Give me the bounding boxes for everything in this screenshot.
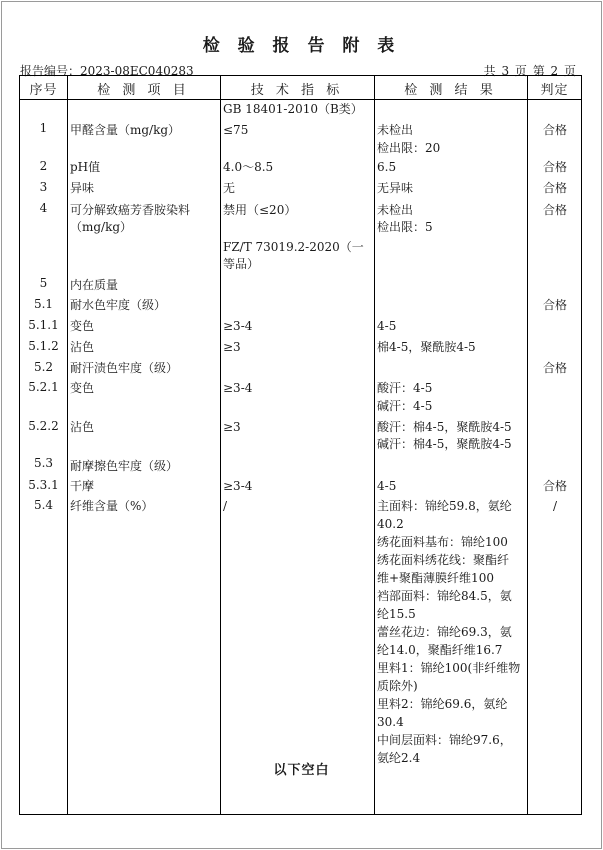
result-cell: 未检出 — [377, 203, 414, 217]
spec-cell: FZ/T 73019.2-2020（一 — [223, 240, 364, 254]
item-cell: 异味 — [70, 181, 95, 195]
judge-cell: 合格 — [542, 203, 567, 217]
result-line: 绣花面料基布：锦纶100 — [377, 535, 508, 549]
header-result: 检 测 结 果 — [404, 83, 497, 98]
header-judge: 判定 — [540, 83, 569, 98]
result-line: 纶15.5 — [377, 607, 416, 621]
no-cell: 5.3.1 — [28, 478, 59, 492]
no-cell: 5 — [39, 276, 48, 290]
fiber-result-list — [377, 497, 520, 767]
result-cell: 酸汗：4-5 — [377, 381, 433, 395]
result-cell: 碱汗：棉4-5，聚酰胺4-5 — [377, 437, 512, 451]
judge-cell: 合格 — [542, 123, 567, 137]
item-cell: 变色 — [70, 381, 95, 395]
spec-cell: ≥3 — [223, 420, 241, 434]
spec-cell: ≤75 — [223, 123, 249, 137]
no-cell: 3 — [39, 180, 48, 194]
no-cell: 5.2.1 — [28, 380, 59, 394]
result-cell: 棉4-5，聚酰胺4-5 — [377, 340, 476, 354]
item-cell: 沾色 — [70, 340, 95, 354]
no-cell: 4 — [39, 201, 48, 215]
spec-cell: ≥3-4 — [223, 381, 253, 395]
result-line: 绣花面料绣花线：聚酯纤 — [377, 553, 510, 567]
blank-below-note: 以下空白 — [273, 763, 330, 778]
result-line: 蕾丝花边：锦纶69.3，氨 — [377, 625, 512, 639]
result-cell: 6.5 — [377, 160, 397, 174]
no-cell: 1 — [39, 121, 48, 135]
result-cell: 检出限：5 — [377, 220, 433, 234]
item-cell: 可分解致癌芳香胺染料 — [70, 203, 191, 217]
result-line: 30.4 — [377, 715, 404, 729]
no-cell: 5.2.2 — [28, 419, 59, 433]
item-cell: 沾色 — [70, 420, 95, 434]
result-cell: 4-5 — [377, 479, 397, 493]
judge-cell: 合格 — [542, 361, 567, 375]
no-cell: 5.1 — [33, 297, 54, 311]
result-cell: 无异味 — [377, 181, 414, 195]
header-spec: 技 术 指 标 — [250, 83, 344, 98]
result-line: 40.2 — [377, 517, 404, 531]
result-line: 里料2：锦纶69.6，氨纶 — [377, 697, 508, 711]
header-no: 序号 — [29, 83, 58, 98]
result-line: 氨纶2.4 — [377, 751, 421, 765]
result-cell: 4-5 — [377, 319, 397, 333]
spec-cell: GB 18401-2010（B类） — [223, 102, 363, 116]
col-divider — [67, 76, 68, 814]
item-cell: pH值 — [70, 160, 101, 174]
no-cell: 5.3 — [33, 456, 54, 470]
result-cell: 碱汗：4-5 — [377, 399, 433, 413]
spec-cell: ≥3-4 — [223, 479, 253, 493]
report-table — [19, 75, 582, 815]
spec-cell: ≥3 — [223, 340, 241, 354]
col-divider — [374, 76, 375, 814]
col-divider — [220, 76, 221, 814]
item-cell: 耐汗渍色牢度（级） — [70, 361, 179, 375]
no-cell: 2 — [39, 159, 48, 173]
result-line: 纶14.0，聚酯纤维16.7 — [377, 643, 503, 657]
result-line: 中间层面料：锦纶97.6， — [377, 733, 512, 747]
report-number: 报告编号：2023-08EC040283 — [20, 64, 194, 78]
result-line: 里料1：锦纶100(非纤维物 — [377, 661, 521, 675]
judge-cell: / — [552, 499, 558, 513]
item-cell: 干摩 — [70, 479, 95, 493]
result-cell: 检出限：20 — [377, 141, 441, 155]
item-cell: 耐摩擦色牢度（级） — [70, 459, 179, 473]
page-info: 共 3 页 第 2 页 — [483, 64, 577, 78]
spec-cell: 禁用（≤20） — [223, 203, 297, 217]
item-cell: 耐水色牢度（级） — [70, 298, 167, 312]
no-cell: 5.4 — [33, 498, 54, 512]
spec-cell: / — [223, 499, 228, 513]
result-line: 质除外) — [377, 679, 418, 693]
judge-cell: 合格 — [542, 479, 567, 493]
header-item: 检 测 项 目 — [97, 83, 190, 98]
judge-cell: 合格 — [542, 160, 567, 174]
item-cell: 变色 — [70, 319, 95, 333]
spec-cell: 等品） — [223, 257, 260, 271]
result-line: 维+聚酯薄膜纤维100 — [377, 571, 494, 585]
spec-cell: ≥3-4 — [223, 319, 253, 333]
judge-cell: 合格 — [542, 181, 567, 195]
item-cell: 纤维含量（%） — [70, 499, 154, 513]
spec-cell: 无 — [223, 181, 236, 195]
result-line: 主面料：锦纶59.8，氨纶 — [377, 499, 512, 513]
spec-cell: 4.0～8.5 — [223, 160, 274, 174]
item-cell: 内在质量 — [70, 278, 119, 292]
no-cell: 5.1.1 — [28, 318, 59, 332]
item-cell: （mg/kg） — [70, 220, 133, 234]
result-cell: 酸汗：棉4-5，聚酰胺4-5 — [377, 420, 512, 434]
no-cell: 5.1.2 — [28, 339, 59, 353]
document-title: 检 验 报 告 附 表 — [202, 36, 401, 56]
result-line: 裆部面料：锦纶84.5，氨 — [377, 589, 512, 603]
judge-cell: 合格 — [542, 298, 567, 312]
no-cell: 5.2 — [33, 360, 54, 374]
item-cell: 甲醛含量（mg/kg） — [70, 123, 181, 137]
result-cell: 未检出 — [377, 123, 414, 137]
